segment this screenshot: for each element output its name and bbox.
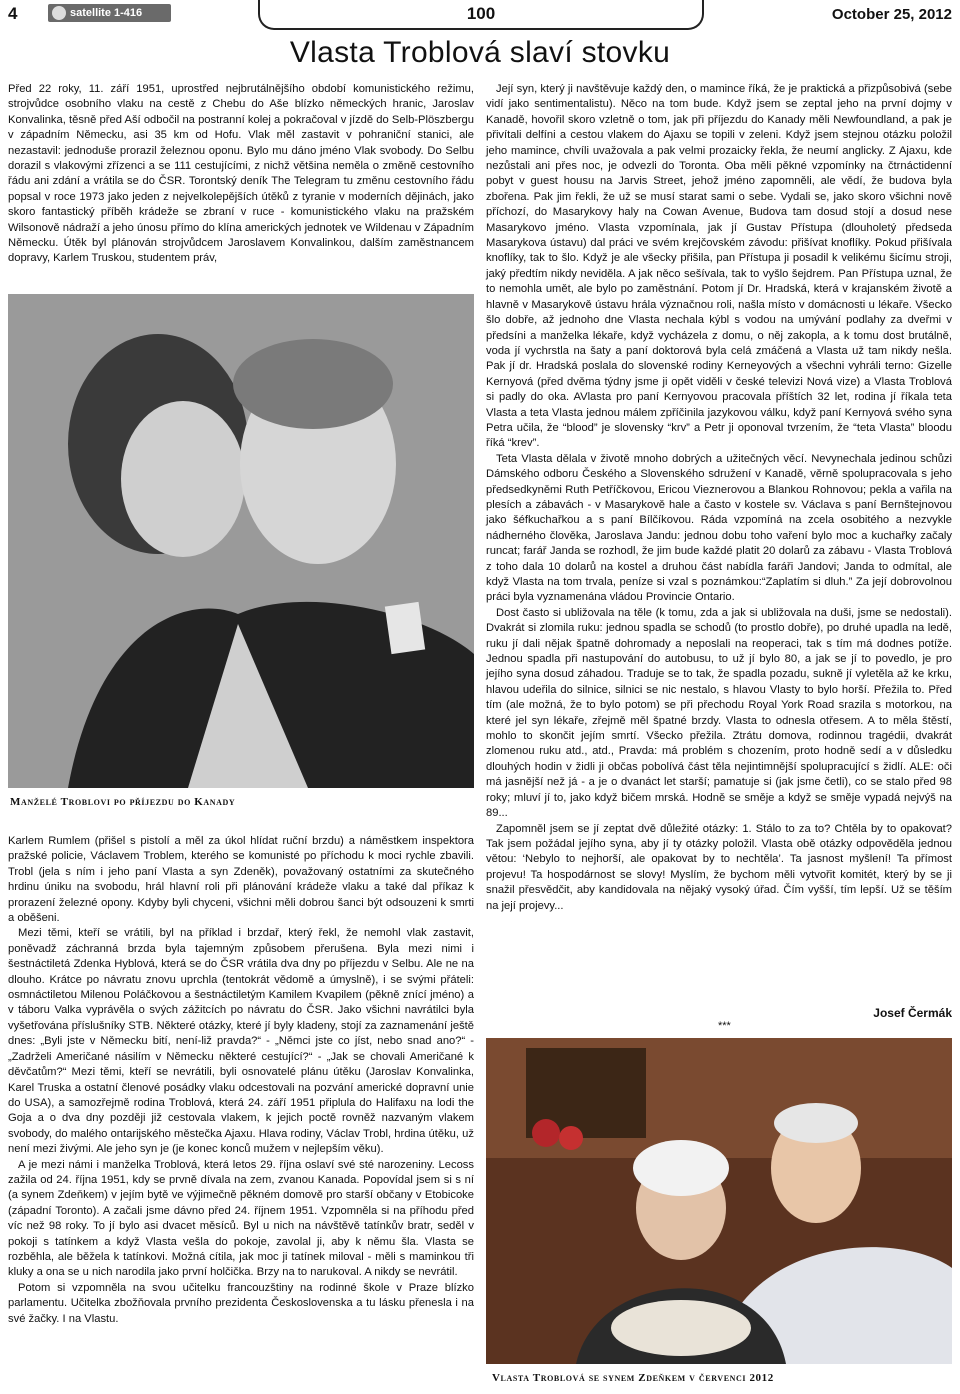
logo-text: satellite 1-416	[70, 7, 143, 19]
photo-vlasta-illustration	[486, 1038, 952, 1364]
photo-caption-top: Manželé Troblovi po příjezdu do Kanady	[10, 796, 236, 808]
masthead-logo	[48, 4, 171, 22]
right-column	[486, 82, 952, 914]
issue-date: October 25, 2012	[831, 6, 952, 23]
paragraph: Teta Vlasta dělala v životě mnoho dobrých a užitečných věcí. Nevynechala jedinou schůzi Dámského odboru Českého a Slovenského sdružení v Kanadě, věrně spolupracovala s jeho předsedkyněmi Ruth Petříčkovou, Ericou Vieznerovou a Blankou Rohnovou; pekla a vařila na plesích a zábavách - v Masarykově hale a často v kostele sv. Václava s paní Bernštejnovou jako šéfkuchařkou a s paní Bílčíkovou. Ráda vzpomíná na zcela osobitého a nezvykle nádherného člověka, Jaroslava Jandu: jednou dobu toho vaření bylo moc a kuchařky začaly runcat; farář Janda se rozhodl, že jim bude každé platit 20 dolarů za zábavu - Vlasta Troblová z toho dala 10 dolarů na kostel a druhou část nabídla faráři Jandovi; Janda to odmítal, ale když Vlasta na tom trvala, peníze si vzal s poznámkou:“Zaplatím si dluh.” Za její dobrovolnou práci byla vyznamenána vládou Provincie Ontario.	[486, 452, 952, 604]
globe-icon	[52, 6, 66, 20]
section-separator: ***	[718, 1020, 731, 1032]
paragraph: Před 22 roky, 11. září 1951, uprostřed nejbrutálnějšího období komunistického režimu, strojvůdce osobního vlaku na cestě z Chebu do Aše blízko německých hranic, Jaroslav Konvalinka, těsně před Aší odbočil na postranní kolej a pokračoval v jízdě do Selb-Plöszbergu v západním Německu, asi 35 km od Hofu. Vlak měl zastavit v pohraniční stanici, ale nezastavil: jednoduše prorazil železnou oponu. Bylo mu dáno jméno Vlak svobody. Do Selbu dorazil s vlakovými zřízenci a se 111 cestujícími, z nichž většina neměla o změně cestovního řádu ani zdání a vrátila se do ČSR. Torontský deník The Telegram tu změnu cestovního řádu popsal v roce 1973 jako jeden z nejvelkolepějších útěků z tyranie v moderních dějinách, jako skoro fantastický příběh krádeže se zbraní v ruce - komunistického vlaku na pražském Wilsonově nádraží a jeho únosu přímo do klína amerických jednotek ve Wildenau v Západním Německu. Útěk byl plánován strojvůdcem Jaroslavem Konvalinkou, dalším zaměstnancem dopravy, Karlem Truskou, studentem práv,	[8, 83, 474, 265]
issue-number: 100	[258, 0, 704, 30]
paragraph: Její syn, který ji navštěvuje každý den, o mamince říká, že je praktická a přizpůsobivá (sebe vidí jako sentimentalistu). Něco na tom bude. Když jsem se zeptal jeho na první dojmy v Kanadě, hovořil skoro vzletně o tom, jak při příjezdu do Kanady měli Newfoundland, a pak je přivítali delfíni a cestou vlakem do Ajaxu se topili v zeleni. Když jsem stejnou otázku položil jeho mamince, chvíli uvažovala a pak velmi prozaicky řekla, že neumí anglicky. Z Ajaxu, kde nezůstali ani přes noc, je odvezli do Toronta. Oba měli pěkné vzpomínky na čtrnáctidenní pobyt v guest housu na Jarvis Street, jehož jméno zapomněli, ale vědí, že budova byla zbořena. Pak jim řekli, že už se musí starat sami o sebe. Vydali se, jako skoro všichni nově příchozí, do Masarykovy haly na Cowan Avenue, Budova tam dosud stojí a dosud nese Masarykovo jméno. Vlasta vzpomínala, jak jí Gustav Přístupa (dlouholetý předseda Masarykova ústavu) dal práci ve svém krejčovském závodu: přišívat knoflíky. Pokud přišívala knoflíky, tak to šlo. Když je ale všecky přišila, pan Přístupa ji posadil k velikému šicímu stroji, jaký předtím nikdy neviděla. A jak něco sešívala, tak to vyšlo šejdrem. Pan Přístupa uznal, že to nemohla umět, ale bylo po zaměstnání. Potom jí Dr. Hradská, která v krajanském životě a hlavně v Masarykově ústavu hrála význačnou roli, našla místo v domácnosti u lékaře. Všecko šlo dobře, až jednoho dne Vlasta nechala kýbl s vodou na umývání podlahy za dveřmi v předsíni a manželka lékaře, když vycházela z domu, o něj zakopla, a k tomu dost brutálně, voda jí vychrstla na šaty a paní doktorová byla celá zmáčená a Vlasta už tam nikdy nešla. Pak jí dr. Hradská poslala do slovenské rodiny Kerneyových a všechni vyhráli terno: Gizelle Kernyová (před dvěma týdny jsme ji opět viděli v české televizi Nová vize) a Vlasta Troblová si padly do oka. AVlasta pro paní Kernyovou pracovala příštích 32 let, rodina jí říkala teta Vlasta a teta Vlasta jednou málem zpříčinila jazykovou válku, když paní Kernyová svého syna Petra učila, že “blood” je slovensky “krv” a Petr ji oponoval tvrzením, že “teta Vlasta” bloodu říká “krev”.	[486, 83, 952, 450]
paragraph: Karlem Rumlem (přišel s pistolí a měl za úkol hlídat ruční brzdu) a náměstkem inspektora pražské policie, Václavem Troblem, kterého se komunisté po příchodu k moci rychle zbavili. Trobl (jela s ním i jeho paní Vlasta a syn Zdeněk), považovaný ostatními za skutečného hrdinu úniku na svobodu, hrál hlavní roli při plánování krádeže vlaku a také dal příkaz k prorazení železné opony. Kdyby byli chyceni, všichni měli dobrou šanci být odsouzeni k smrti a oběšeni.	[8, 835, 474, 925]
left-column-top	[8, 82, 474, 267]
photo-couple-illustration	[8, 294, 474, 788]
photo-vlasta-with-son	[486, 1038, 952, 1364]
photo-couple-arrival	[8, 294, 474, 788]
paragraph: Potom si vzpomněla na svou učitelku francouzštiny na rodinné škole v Praze blízko parlamentu. Učitelka zbožňovala prvního prezidenta Československa a tu lásku přenesla i na své žačky. I na Vlastu.	[8, 1281, 474, 1325]
article-title: Vlasta Troblová slaví stovku	[289, 36, 671, 69]
page-number: 4	[8, 4, 18, 23]
paragraph: A je mezi námi i manželka Troblová, která letos 29. října oslaví své sté narozeniny. Lecoss zažila od 24. října 1951, kdy se prvně dívala na zem, zvanou Kanada. Popovídal jsem si s ní (a synem Zdeňkem) v jejím bytě ve výjimečně pěkném domově pro starší občany v Etobicoke (západní Toronto). A začali jsme dávno před 24. říjnem 1951. Vzpomněla si na příhodu před víc než 98 roky. To jí bylo asi dvacet měsíců. Byl u nich na návštěvě tatínkův bratr, seděl v pokoji s tatínkem a když Vlasta vešla do pokoje, zavolal ji, aby k němu šla. Vlasta se rozběhla, ale běžela k tatínkovi. Možná cítila, jak moc ji tatínek miloval - měli s maminkou tři kluky a ona se u nich narodila jako první holčička. Brzy na to narukoval. A nikdy se nevrátil.	[8, 1158, 474, 1279]
author-signature: Josef Čermák	[873, 1006, 952, 1020]
paragraph: Zapomněl jsem se jí zeptat dvě důležité otázky: 1. Stálo to za to? Chtěla by to opakovat? Tak jsem požádal jejího syna, aby jí ty otázky položil. Vlasta obě otázky odpověděla jednou větou: ‘Nebylo to nejhorší, ale opakovat by to nechtěla’. Ta jasnost myšlení! Ta přímost projevu! Ta hospodárnost se slovy! Myslím, že bychom měli vytvořit komitét, který by se ji snažil přesvědčit, aby kandidovala na nějaký vysoký úřad. Čím vyšší, tím lepší. Už se těším na její projevy...	[486, 822, 952, 912]
paragraph: Dost často si ubližovala na těle (k tomu, zda a jak si ubližovala na duši, jsme se nedostali). Dvakrát si zlomila ruku: jednou spadla se schodů (to prostlo dobře), po druhé upadla na ledě, ruku jí dali nějak špatně dohromady a neposlali na reoperaci, tak s tím má dodnes potíže. Jednou spadla při nastupování do autobusu, to už jí bylo 80, a jak se jí to povedlo, je pro jejího syna dosud záhadou. Traduje se to tak, že spadla pozadu, sukně jí vyletěla až ke krku, hlavou udeřila do silnice, silnici se nic nestalo, s hlavou Vlasty to bylo horší. Přežila to. Před tím (ale možná, že to bylo potom) se při přechodu Royal York Road srazila s motorkou, na které jel syn lékaře, zřejmě měl špatné brzdy. Vlasta to odnesla otřesem. A to měla štěstí, mohlo to skončit jejím smrtí. Všecko přežila. Ztrátu domova, rodinnou tragédii, dvakrát zlomenou ruku atd., atd., Pravda: má problém s chozením, proto hodně sedí a v důsledku dlouhých hodin v židli ji občas pobolívá část těla nejintimnější spolupracující s židlí. ALE: oči má jasnější než já - a je o dvanáct let starší; pamatuje si (jak jsme četli), co se stalo před 98 roky; mluví jí to, jako když bičem mrská. Hodně se směje a když se směje vypadá nejvýš na 89...	[486, 606, 952, 820]
photo-caption-bottom: Vlasta Troblová se synem Zdeňkem v červenci 2012	[492, 1372, 774, 1384]
left-column-bottom	[8, 834, 474, 1327]
paragraph: Mezi těmi, kteří se vrátili, byl na příklad i brzdař, který řekl, že nemohl vlak zastavit, poněvadž záchranná brzda byla tajemným způsobem přerušena. Byla mezi nimi i šestnáctiletá Zdenka Hyblová, která se do ČSR vrátila dva dny po příjezdu v Selbu. Ale ne na dlouho. Krátce po návratu znovu uprchla (tentokrát vědomě a úmyslně), i se svými přáteli: osmnáctiletou Milenou Poláčkovou a šestnáctiletým Kamilem Kvapilem (pěkně znící jméno) a v táboru Valka vyprávěla o svých zážitcích po návratu do ČSR. Jako všichni navrátilci byla vyšetřována příslušníky STB. Některé otázky, které jí byly kladeny, stojí za zaznamenání ještě dnes: „Byli jste v Německu bití, není-liž pravda?“ - „Němci jste co jíst, nebo snad ano?“ - „Zadrželi Američané násilím v Německu některé cestující?“ - „Jak se chovali Američané k děvčatům?“ Mezi těmi, kteří se nevrátili, byli osnovatelé plánu útěku (Jaroslav Konvalinka, Karel Truska a ostatní členové posádky vlaku odcestovali na pozvání americké dopravní unie do USA), a samozřejmě rodina Troblová, která 24. září 1951 připlula do Halifaxu na lodi the Goja a o dva dny později již cestovala vlakem, k jejich poctě rovněž nazvaným vlakem svobody, do malého ontarijského městečka Ajaxu. Hlava rodiny, Václav Trobl, hrdina útěku, už není mezi živými. Ale jeho syn je (je konec konců mužem v nejlepším věku).	[8, 927, 474, 1156]
